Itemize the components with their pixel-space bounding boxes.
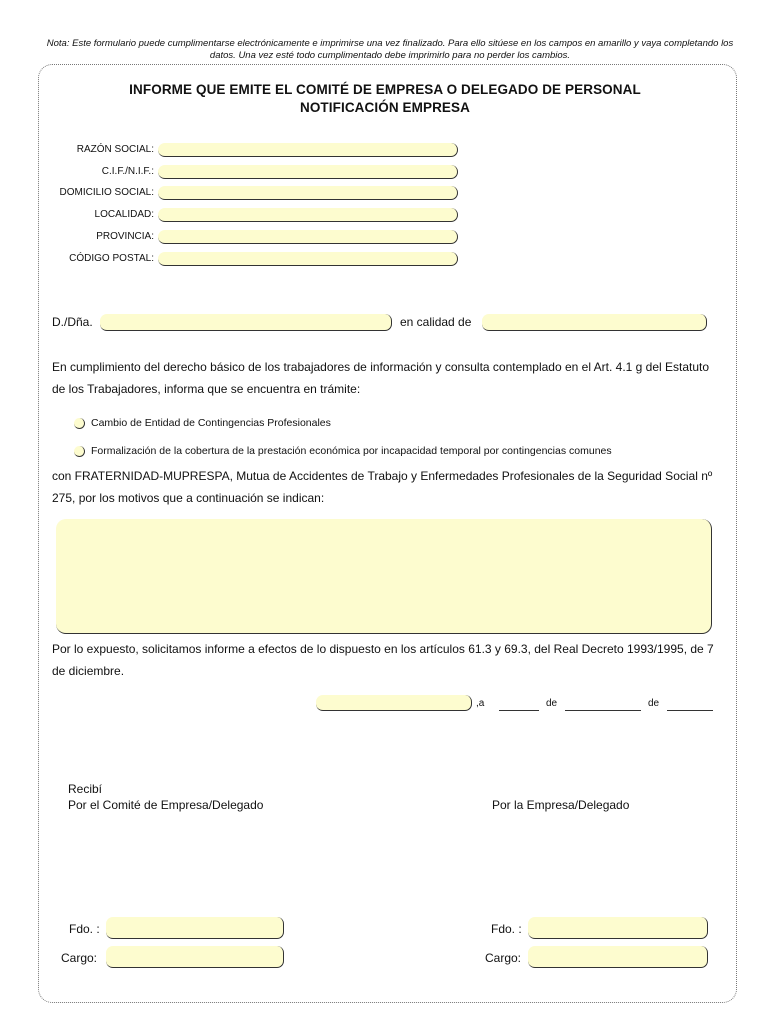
label-razon-social: RAZÓN SOCIAL: xyxy=(76,144,154,155)
form-note: Nota: Este formulario puede cumplimentarse electrónicamente e imprimirse una vez finalizado. Para ello sitúese en los campos en amarillo y vaya completando los datos. Una vez esté todo cumplimentado debe imprimirlo para no perder los cambios. xyxy=(46,38,734,61)
mutua-paragraph: con FRATERNIDAD-MUPRESPA, Mutua de Accidentes de Trabajo y Enfermedades Profesionales de la Seguridad Social nº 275, por los motivos que a continuación se indican: xyxy=(52,469,713,505)
label-localidad: LOCALIDAD: xyxy=(94,209,154,220)
option-formalizacion[interactable] xyxy=(74,445,612,457)
date-separator-de: de xyxy=(648,698,660,709)
form-title: INFORME QUE EMITE EL COMITÉ DE EMPRESA O DELEGADO DE PERSONAL xyxy=(129,82,641,97)
cargo-left-field[interactable] xyxy=(106,946,284,968)
reasons-textarea[interactable] xyxy=(56,519,712,634)
form-subtitle: NOTIFICACIÓN EMPRESA xyxy=(299,100,470,115)
fdo-left-field[interactable] xyxy=(106,917,284,939)
date-separator-a: ,a xyxy=(476,698,485,709)
option-cambio-entidad[interactable] xyxy=(74,417,331,429)
left-signature-heading: Por el Comité de Empresa/Delegado xyxy=(68,798,264,812)
option-label: Formalización de la cobertura de la prestación económica por incapacidad temporal por contingencias comunes xyxy=(91,445,612,457)
domicilio-field[interactable] xyxy=(158,186,458,200)
role-field[interactable] xyxy=(482,314,707,331)
label-codigo-postal: CÓDIGO POSTAL: xyxy=(69,253,154,264)
recibi-label: Recibí xyxy=(68,782,103,796)
radio-button[interactable] xyxy=(74,418,85,429)
closing-paragraph: Por lo expuesto, solicitamos informe a efectos de lo dispuesto en los artículos 61.3 y 69.3, del Real Decreto 1993/1995, de 7 de diciembre. xyxy=(52,642,714,678)
label-fdo-right: Fdo. : xyxy=(491,922,522,936)
month-field[interactable] xyxy=(565,710,641,711)
label-cargo-left: Cargo: xyxy=(61,951,98,965)
cif-field[interactable] xyxy=(158,165,458,179)
provincia-field[interactable] xyxy=(158,230,458,244)
label-role: en calidad de xyxy=(400,315,472,329)
fdo-right-field[interactable] xyxy=(528,917,708,939)
localidad-field[interactable] xyxy=(158,208,458,222)
cargo-right-field[interactable] xyxy=(528,946,708,968)
right-signature-heading: Por la Empresa/Delegado xyxy=(492,798,630,812)
intro-paragraph: En cumplimiento del derecho básico de los trabajadores de información y consulta contemplado en el Art. 4.1 g del Estatuto de los Trabajadores, informa que se encuentra en trámite: xyxy=(52,360,710,396)
radio-button[interactable] xyxy=(74,446,85,457)
day-field[interactable] xyxy=(499,710,539,711)
date-separator-de: de xyxy=(546,698,558,709)
year-field[interactable] xyxy=(667,710,713,711)
place-field[interactable] xyxy=(316,695,472,711)
codigo-postal-field[interactable] xyxy=(158,252,458,266)
label-fdo-left: Fdo. : xyxy=(69,922,100,936)
label-provincia: PROVINCIA: xyxy=(96,231,154,242)
label-name: D./Dña. xyxy=(52,315,93,329)
label-domicilio: DOMICILIO SOCIAL: xyxy=(59,187,154,198)
label-cif: C.I.F./N.I.F.: xyxy=(101,166,154,177)
razon-social-field[interactable] xyxy=(158,143,458,157)
option-label: Cambio de Entidad de Contingencias Profesionales xyxy=(91,417,331,429)
label-cargo-right: Cargo: xyxy=(485,951,522,965)
name-field[interactable] xyxy=(100,314,392,331)
